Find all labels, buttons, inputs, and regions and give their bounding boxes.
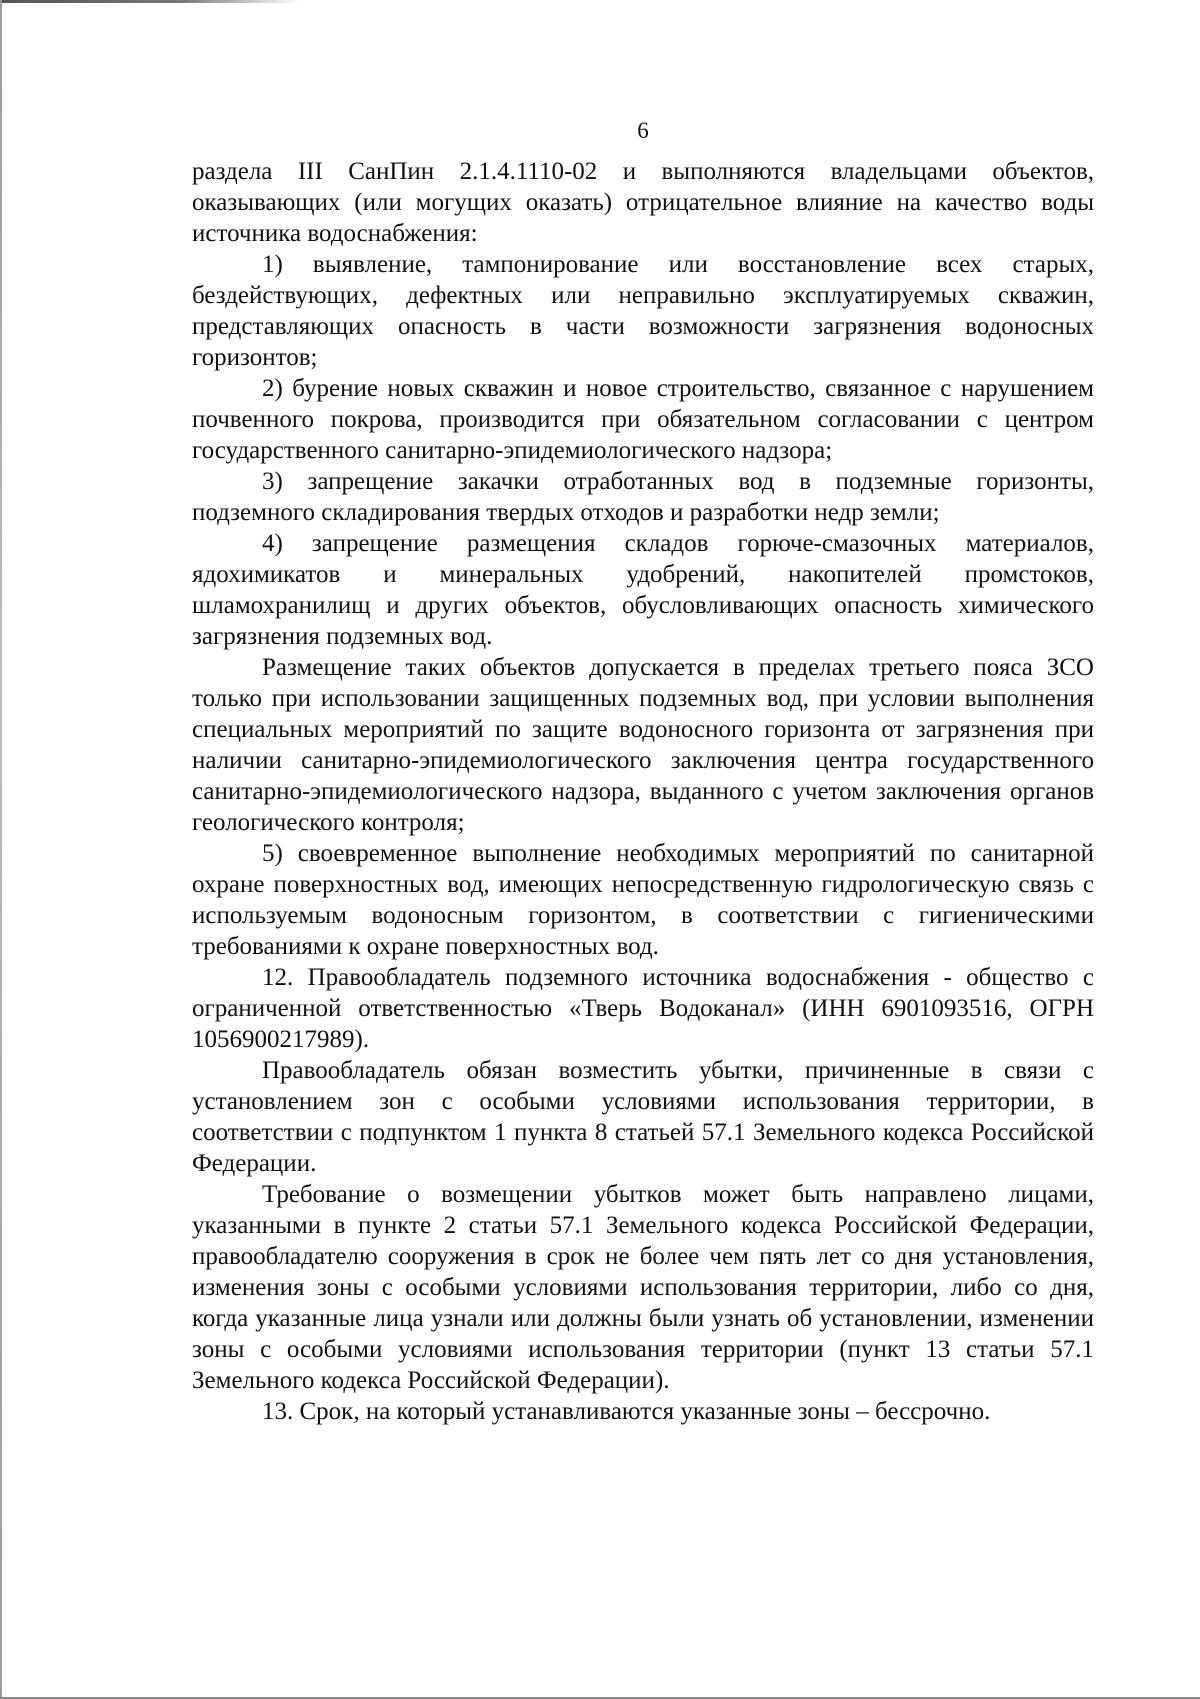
scan-edge-top [0,0,300,3]
paragraph-item-3: 3) запрещение закачки отработанных вод в подземные горизонты, подземного складирования твердых отходов и разработки недр земли; [192,468,1094,526]
page-number: 6 [637,118,649,143]
paragraph-section-12: 12. Правообладатель подземного источника водоснабжения - общество с ограниченной ответственностью «Тверь Водоканал» (ИНН 6901093516, ОГРН 1056900217989). [192,964,1094,1053]
paragraph-item-2: 2) бурение новых скважин и новое строительство, связанное с нарушением почвенного покрова, производится при обязательном согласовании с центром государственного санитарно-эпидемиологического надзора; [192,375,1094,464]
paragraph-section-13: 13. Срок, на который устанавливаются указанные зоны – бессрочно. [262,1398,991,1425]
paragraph-continuation: раздела III СанПин 2.1.4.1110-02 и выполняются владельцами объектов, оказывающих (или могущих оказать) отрицательное влияние на качество воды источника водоснабжения: [192,158,1094,247]
scan-edge-left [0,0,2,1699]
paragraph-item-1: 1) выявление, тампонирование или восстановление всех старых, бездействующих, дефектных или неправильно эксплуатируемых скважин, представляющих опасность в части возможности загрязнения водоносных горизонтов; [192,251,1094,371]
paragraph-placement-conditions: Размещение таких объектов допускается в пределах третьего пояса ЗСО только при использовании защищенных подземных вод, при условии выполнения специальных мероприятий по защите водоносного горизонта от загрязнения при наличии санитарно-эпидемиологического заключения центра государственного санитарно-эпидемиологического надзора, выданного с учетом заключения органов геологического контроля; [192,654,1094,836]
paragraph-item-5: 5) своевременное выполнение необходимых мероприятий по санитарной охране поверхностных вод, имеющих непосредственную гидрологическую связь с используемым водоносным горизонтом, в соответствии с гигиеническими требованиями к охране поверхностных вод. [192,840,1094,960]
document-body [192,156,1094,1427]
paragraph-item-4: 4) запрещение размещения складов горюче-смазочных материалов, ядохимикатов и минеральных удобрений, накопителей промстоков, шламохранилищ и других объектов, обусловливающих опасность химического загрязнения подземных вод. [192,530,1094,650]
paragraph-damages-claim: Требование о возмещении убытков может быть направлено лицами, указанными в пункте 2 статьи 57.1 Земельного кодекса Российской Федерации, правообладателю сооружения в срок не более чем пять лет со дня установления, изменения зоны с особыми условиями использования территории, либо со дня, когда указанные лица узнали или должны были узнать об установлении, изменении зоны с особыми условиями использования территории (пункт 13 статьи 57.1 Земельного кодекса Российской Федерации). [192,1181,1094,1394]
paragraph-damages-obligation: Правообладатель обязан возместить убытки, причиненные в связи с установлением зон с особыми условиями использования территории, в соответствии с подпунктом 1 пункта 8 статьей 57.1 Земельного кодекса Российской Федерации. [192,1057,1094,1177]
